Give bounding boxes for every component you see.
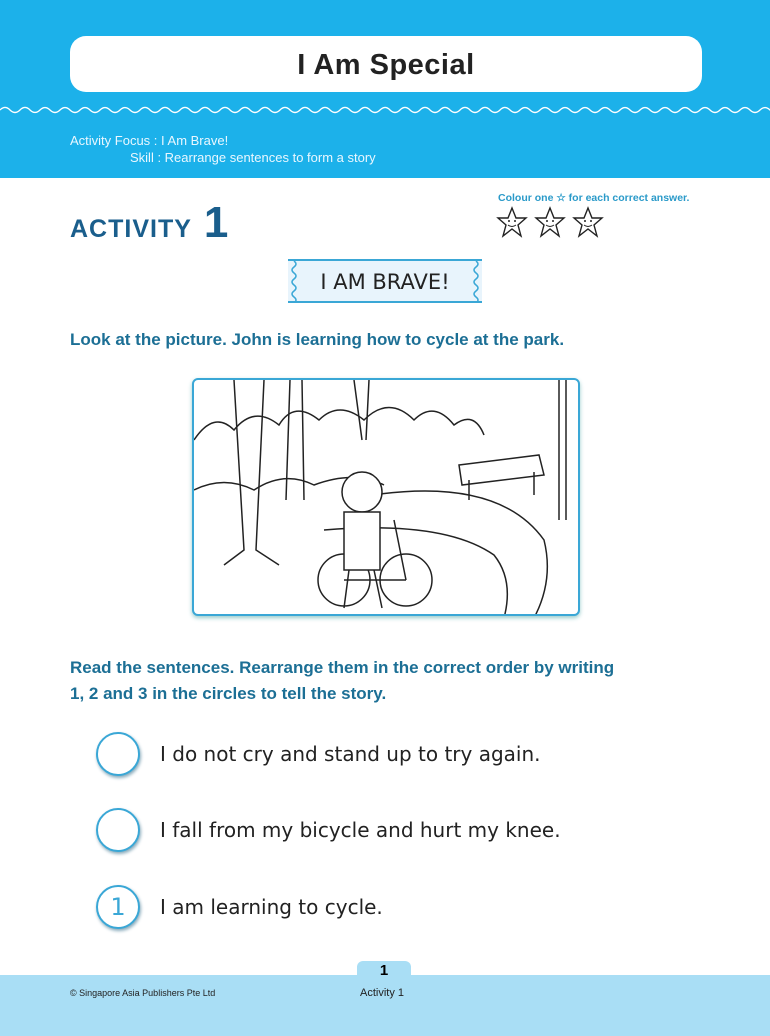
star-icon[interactable] (496, 206, 528, 238)
answer-circle[interactable]: 1 (96, 885, 140, 929)
copyright: © Singapore Asia Publishers Pte Ltd (70, 988, 216, 998)
sentence-text: I fall from my bicycle and hurt my knee. (160, 818, 561, 842)
badge-text: I AM BRAVE! (320, 270, 450, 294)
sentence-item (96, 808, 561, 852)
instruction-line-2: 1, 2 and 3 in the circles to tell the story. (70, 684, 387, 703)
header-band (0, 0, 770, 178)
page-title: I Am Special (70, 36, 702, 92)
sentence-text: I am learning to cycle. (160, 895, 383, 919)
activity-heading (70, 198, 228, 248)
sentence-item (96, 885, 383, 929)
page-number: 1 (357, 961, 411, 977)
star-icon[interactable] (572, 206, 604, 238)
activity-number: 1 (203, 198, 229, 247)
skill-text: Skill : Rearrange sentences to form a story (130, 150, 376, 165)
park-illustration (192, 378, 580, 616)
activity-focus (70, 132, 376, 166)
colour-note: Colour one ☆ for each correct answer. (498, 192, 690, 204)
answer-circle[interactable] (96, 808, 140, 852)
boy-with-bicycle-image (194, 380, 580, 616)
focus-text: Activity Focus : I Am Brave! (70, 133, 229, 148)
wave-divider (0, 104, 770, 116)
star-rating (496, 206, 604, 238)
story-title-badge (288, 259, 482, 303)
sentence-text: I do not cry and stand up to try again. (160, 742, 541, 766)
wavy-edge-left (290, 261, 298, 301)
wavy-edge-right (472, 261, 480, 301)
instruction-picture: Look at the picture. John is learning how to cycle at the park. (70, 330, 565, 349)
footer-activity-label: Activity 1 (360, 987, 405, 999)
star-icon[interactable] (534, 206, 566, 238)
answer-circle[interactable] (96, 732, 140, 776)
footer-band (0, 975, 770, 1036)
instruction-rearrange (70, 655, 614, 707)
instruction-line-1: Read the sentences. Rearrange them in the correct order by writing (70, 658, 615, 677)
activity-word: ACTIVITY (70, 215, 192, 243)
sentence-item (96, 732, 541, 776)
